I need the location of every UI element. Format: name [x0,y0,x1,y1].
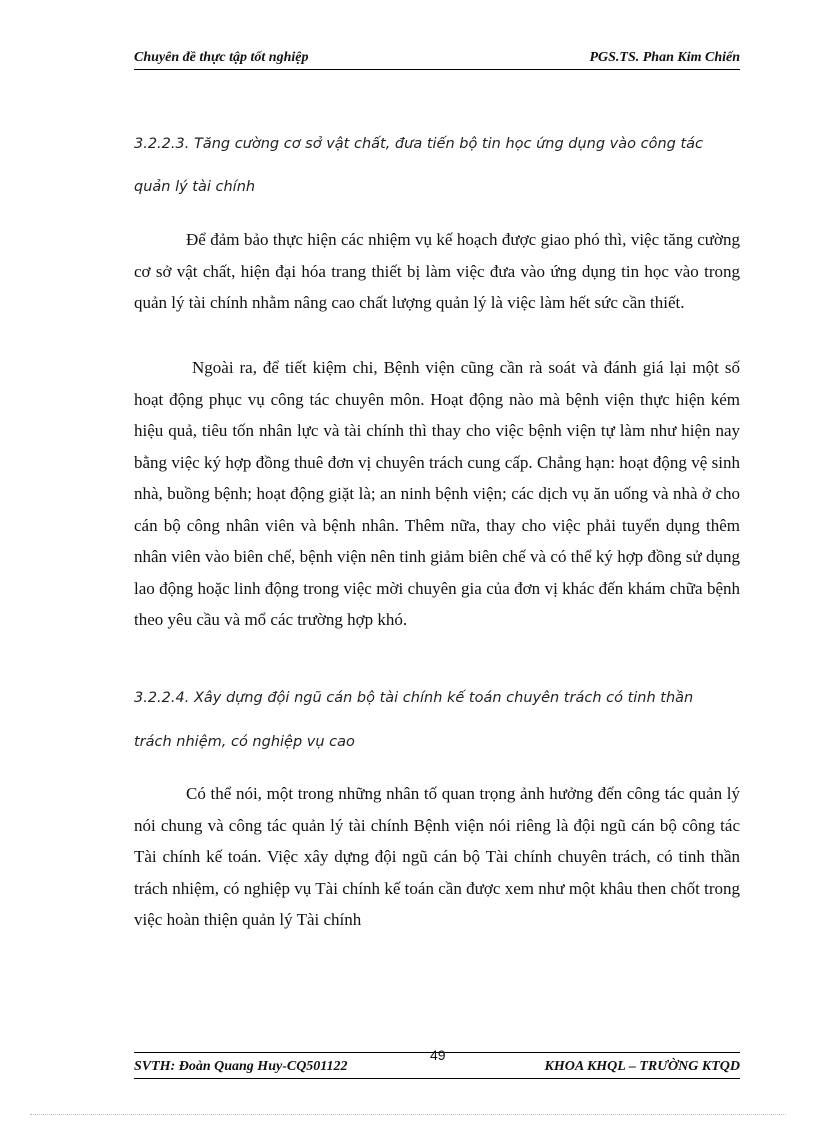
page-bottom-dotted-line [30,1114,786,1115]
page-header [134,48,740,70]
section-heading-3-2-2-4-line-1: 3.2.2.4. Xây dựng đội ngũ cán bộ tài chính kế toán chuyên trách có tinh thần [134,690,694,706]
header-title: Chuyên đề thực tập tốt nghiệp [134,50,309,65]
body-paragraph-1: Để đảm bảo thực hiện các nhiệm vụ kế hoạch được giao phó thì, việc tăng cường cơ sở vật chất, hiện đại hóa trang thiết bị làm việc đưa vào ứng dụng tin học vào trong quản lý tài chính nhằm nâng cao chất lượng quản lý là việc làm hết sức cần thiết. [134,230,740,312]
footer-bottom-rule [134,1078,740,1079]
body-paragraph-2: Ngoài ra, để tiết kiệm chi, Bệnh viện cũng cần rà soát và đánh giá lại một số hoạt động phục vụ công tác chuyên môn. Hoạt động nào mà bệnh viện thực hiện kém hiệu quả, tiêu tốn nhân lực và tài chính thì thay cho việc bệnh viện tự làm như hiện nay bằng việc ký hợp đồng thuê đơn vị chuyên trách cung cấp. Chẳng hạn: hoạt động vệ sinh nhà, buồng bệnh; hoạt động giặt là; an ninh bệnh viện; các dịch vụ ăn uống và nhà ở cho cán bộ công nhân viên và bệnh nhân. Thêm nữa, thay cho việc phải tuyển dụng thêm nhân viên vào biên chế, bệnh viện nên tinh giảm biên chế và có thể ký hợp đồng sử dụng lao động hoặc linh động trong việc mời chuyên gia của đơn vị khác đến khám chữa bệnh theo yêu cầu và mổ các trường hợp khó. [134,358,740,629]
body-paragraph-3: Có thể nói, một trong những nhân tố quan trọng ảnh hưởng đến công tác quản lý nói chung và công tác quản lý tài chính Bệnh viện nói riêng là đội ngũ cán bộ công tác Tài chính kế toán. Việc xây dựng đội ngũ cán bộ Tài chính chuyên trách, có tinh thần trách nhiệm, có nghiệp vụ Tài chính kế toán cần được xem như một khâu then chốt trong việc hoàn thiện quản lý Tài chính [134,784,740,929]
footer-faculty: KHOA KHQL – TRƯỜNG KTQD [544,1059,740,1074]
page-number: 49 [430,1047,446,1063]
footer-student: SVTH: Đoàn Quang Huy-CQ501122 [134,1059,348,1074]
section-heading-3-2-2-4-line-2: trách nhiệm, có nghiệp vụ cao [134,734,355,750]
header-author: PGS.TS. Phan Kim Chiến [589,50,740,65]
page-footer [134,1047,740,1086]
section-heading-3-2-2-3-line-1: 3.2.2.3. Tăng cường cơ sở vật chất, đưa tiến bộ tin học ứng dụng vào công tác [134,136,704,152]
section-heading-3-2-2-3-line-2: quản lý tài chính [134,179,256,195]
